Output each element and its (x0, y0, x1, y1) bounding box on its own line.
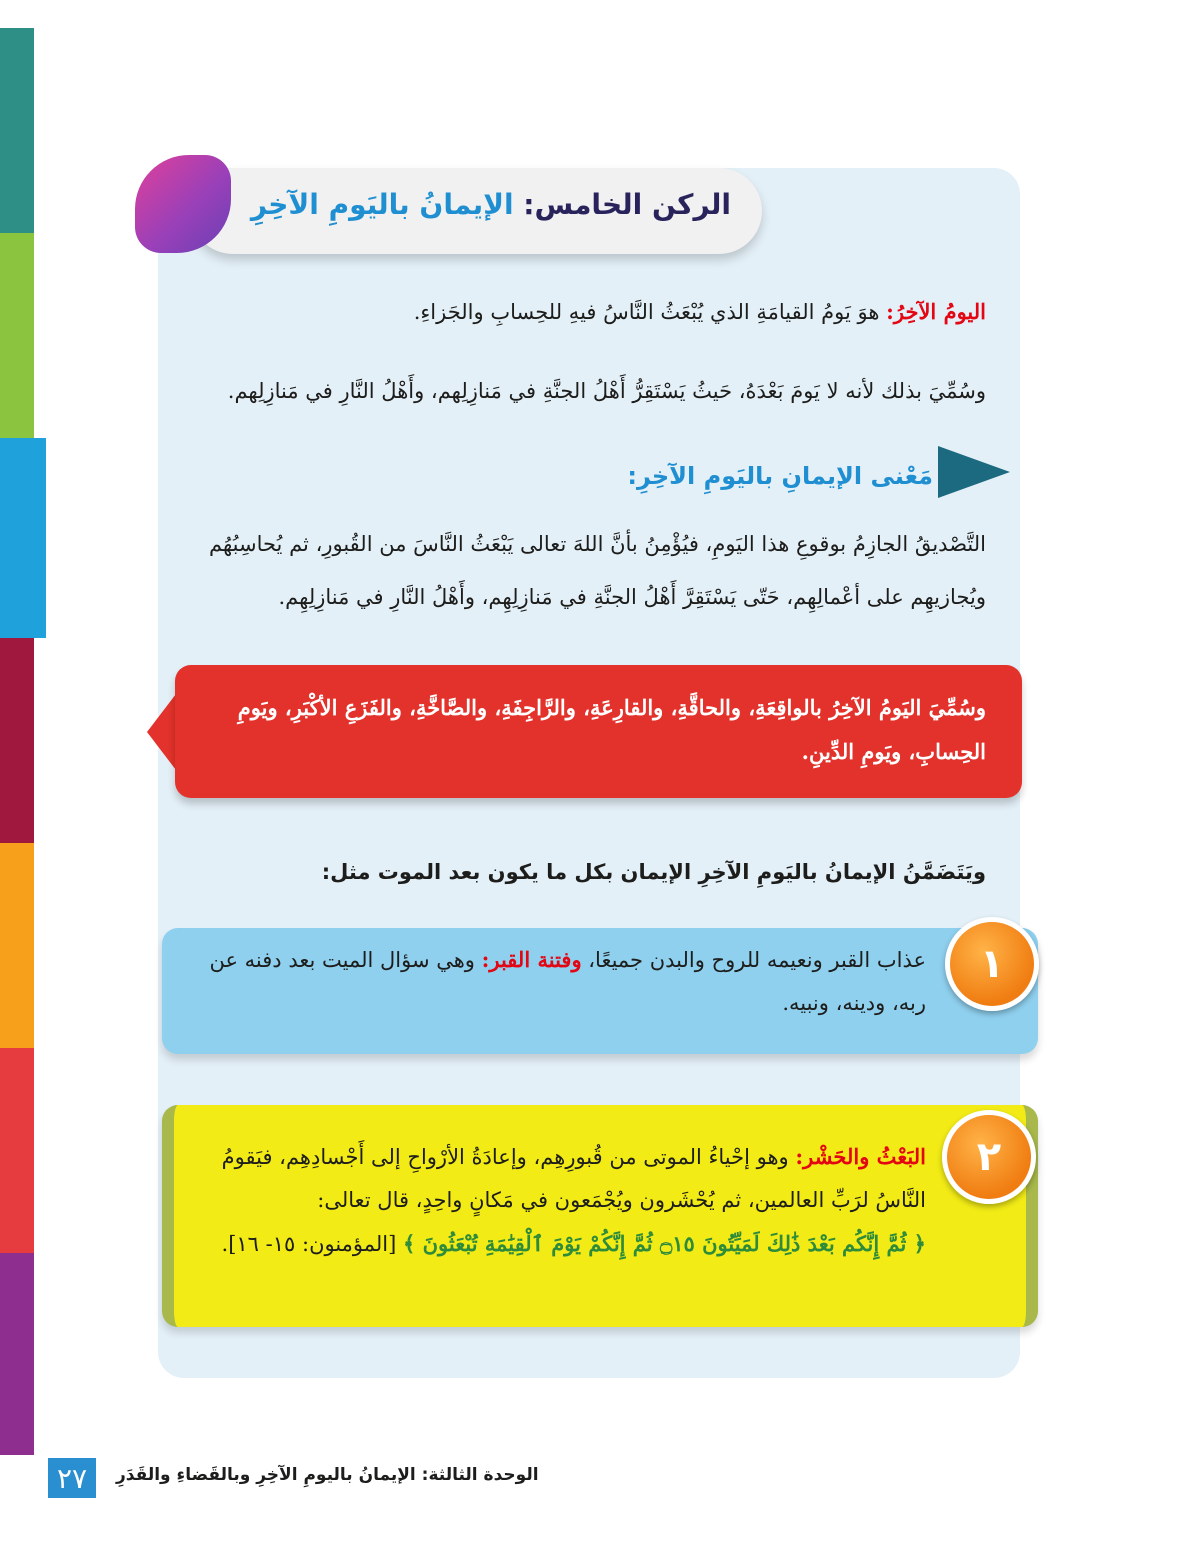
item-1-highlight: وفتنة القبر: (481, 947, 582, 972)
definition-text: هوَ يَومُ القيامَةِ الذي يُبْعَثُ النَّاسُ فيهِ للحِسابِ والجَزاءِ. (413, 300, 887, 324)
item-number-badge: ٢ (942, 1110, 1036, 1204)
strip-segment (0, 28, 34, 233)
strip-segment (0, 438, 46, 638)
page-number: ٢٧ (48, 1458, 96, 1498)
strip-segment (0, 1253, 34, 1455)
item-2-highlight: البَعْثُ والحَشْر: (795, 1144, 926, 1169)
strip-segment (0, 638, 34, 843)
strip-segment (0, 843, 34, 1048)
definition-term: اليومُ الآخِرُ: (886, 299, 986, 324)
item-1-post: وهي سؤال الميت بعد دفنه عن ربه، ودينه، ونبيه. (209, 948, 926, 1016)
names-text: وسُمِّيَ اليَومُ الآخِرُ بالواقِعَةِ، والحاقَّةِ، والقارِعَةِ، والرَّاجِفَةِ، والصَّاخَّةِ، والفَزَعِ الأكْبَرِ، ويَومِ الحِسابِ، ويَومِ الدِّينِ. (237, 695, 986, 765)
page-title (251, 188, 731, 221)
strip-segment (0, 1048, 34, 1253)
meaning-paragraph: التَّصْديقُ الجازِمُ بوقوعِ هذا اليَومِ، فيُؤْمِنُ بأنَّ اللهَ تعالى يَبْعَثُ النَّاسَ من القُبورِ، ثم يُحاسِبُهُم ويُجازيهِم على أعْمالِهِم، حَتّى يَسْتَقِرَّ أَهْلُ الجنَّةِ في مَنازِلِهِم، وأَهْلُ النَّارِ في مَنازِلِهِم. (209, 532, 986, 609)
meaning-heading: مَعْنى الإيمانِ باليَومِ الآخِرِ: (627, 462, 933, 490)
definition-paragraph (186, 292, 986, 333)
item-number-badge: ١ (945, 917, 1039, 1011)
section-arrow-icon (938, 446, 1010, 498)
naming-reason-paragraph: وسُمِّيَ بذلك لأنه لا يَومَ بَعْدَهُ، حَيثُ يَسْتَقِرُّ أَهْلُ الجنَّةِ في مَنازِلِهم، وأَهْلُ النَّارِ في مَنازِلِهم. (227, 379, 986, 403)
title-main: الإيمانُ باليَومِ الآخِرِ (250, 188, 514, 221)
unit-title-footer: الوحدة الثالثة: الإيمانُ باليومِ الآخِرِ وبالقَضاءِ والقَدَرِ (116, 1465, 539, 1485)
item-text-2 (191, 1135, 926, 1266)
strip-segment (0, 233, 34, 438)
includes-heading: ويَتَضَمَّنُ الإيمانُ باليَومِ الآخِرِ الإيمان بكل ما يكون بعد الموت مثل: (321, 860, 986, 884)
quran-reference: [المؤمنون: ١٥- ١٦]. (221, 1232, 404, 1257)
title-prefix: الركن الخامس: (513, 188, 731, 221)
item-2-post: وهو إحْياءُ الموتى من قُبورِهِم، وإعادَةُ الأرْواحِ إلى أَجْسادِهِم، فيَقومُ النَّاسُ لرَبِّ العالمين، ثم يُحْشَرون ويُجْمَعون في مَكانٍ واحِدٍ، قال تعالى: (221, 1145, 926, 1213)
quran-verse: ﴿ ثُمَّ إِنَّكُم بَعْدَ ذَٰلِكَ لَمَيِّتُونَ ۝١٥ ثُمَّ إِنَّكُمْ يَوْمَ ٱلْقِيَٰمَةِ تُبْعَثُونَ ﴾ (403, 1231, 926, 1257)
item-text-1 (191, 938, 926, 1025)
item-1-pre: عذاب القبر ونعيمه للروح والبدن جميعًا، (581, 948, 926, 972)
